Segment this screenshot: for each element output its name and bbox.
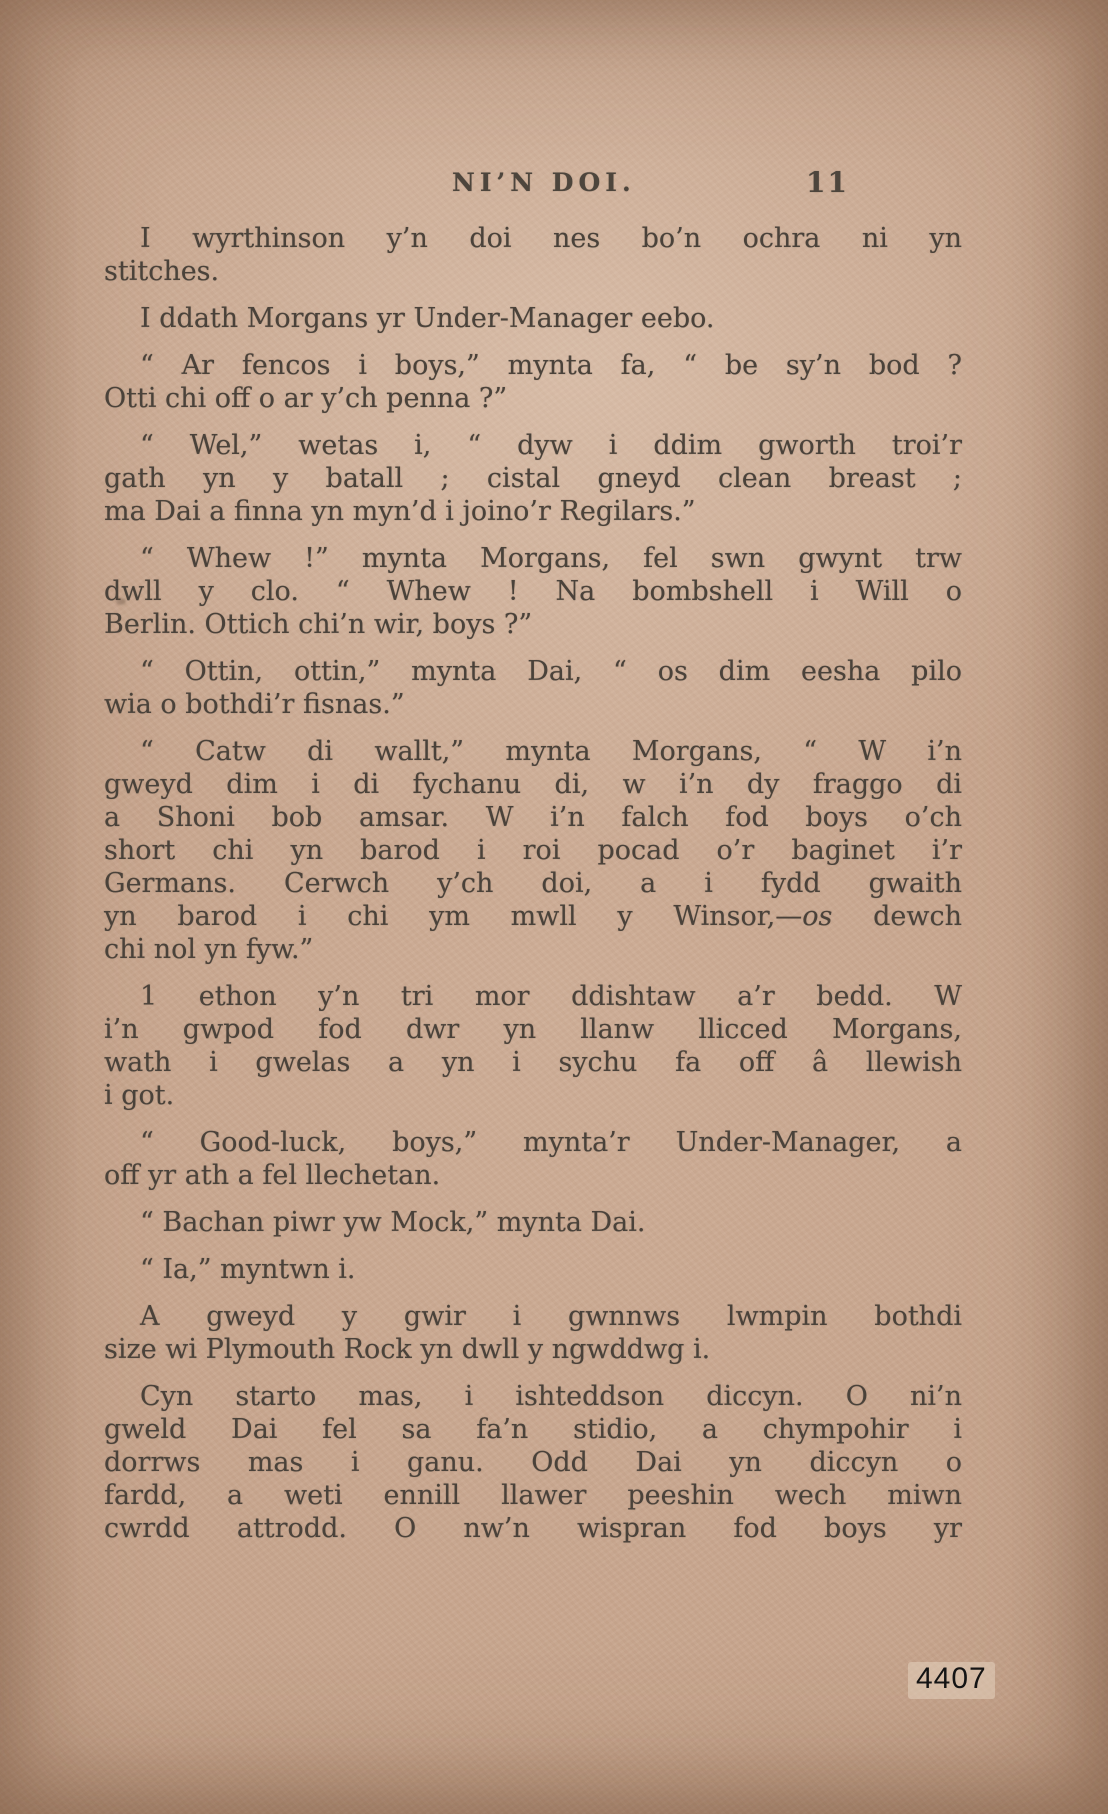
page-text: [104, 222, 962, 1545]
text-line: gweyd dim i di fychanu di, w i’n dy fraggo di: [104, 769, 962, 800]
text-line: short chi yn barod i roi pocad o’r baginet i’r: [104, 835, 962, 866]
paragraph: [104, 655, 962, 721]
text-line: Cyn starto mas, i ishteddson diccyn. O ni’n: [140, 1381, 962, 1412]
text-line: “ Good-luck, boys,” mynta’r Under-Manager, a: [140, 1127, 962, 1158]
paragraph: [104, 1300, 962, 1366]
paragraph: [104, 222, 962, 288]
text-line: “ Ottin, ottin,” mynta Dai, “ os dim eesha pilo: [140, 656, 962, 687]
paragraph: [104, 1206, 962, 1239]
text-line: Germans. Cerwch y’ch doi, a i fydd gwaith: [104, 868, 962, 899]
text-line: “ Ia,” myntwn i.: [140, 1254, 356, 1285]
text-line: A gweyd y gwir i gwnnws lwmpin bothdi: [140, 1301, 962, 1332]
text-line: Otti chi off o ar y’ch penna ?”: [104, 383, 508, 414]
text-line: cwrdd attrodd. O nw’n wispran fod boys yr: [104, 1513, 962, 1544]
paragraph: [104, 302, 962, 335]
text-line: I wyrthinson y’n doi nes bo’n ochra ni yn: [140, 223, 962, 254]
paragraph: [104, 1253, 962, 1286]
paragraph: [104, 429, 962, 528]
paragraph: [104, 1126, 962, 1192]
text-line: fardd, a weti ennill llawer peeshin wech miwn: [104, 1480, 962, 1511]
text-line: “ Wel,” wetas i, “ dyw i ddim gworth troi’r: [140, 430, 962, 461]
text-line: “ Ar fencos i boys,” mynta fa, “ be sy’n bod ?: [140, 350, 962, 381]
running-header: [104, 168, 962, 204]
paragraph: [104, 349, 962, 415]
text-line: 1 ethon y’n tri mor ddishtaw a’r bedd. W: [140, 981, 962, 1012]
text-line: yn barod i chi ym mwll y Winsor,—os dewch: [104, 901, 963, 932]
text-line: a Shoni bob amsar. W i’n falch fod boys o’ch: [104, 802, 962, 833]
text-line: chi nol yn fyw.”: [104, 934, 314, 965]
text-line: dorrws mas i ganu. Odd Dai yn diccyn o: [104, 1447, 962, 1478]
text-line: wia o bothdi’r fisnas.”: [104, 689, 405, 720]
text-line: gweld Dai fel sa fa’n stidio, a chympohir i: [104, 1414, 962, 1445]
text-line: ma Dai a finna yn myn’d i joino’r Regilars.”: [104, 496, 696, 527]
ink-smudge: [116, 598, 126, 605]
text-line: “ Whew !” mynta Morgans, fel swn gwynt trw: [140, 543, 962, 574]
page-number: 11: [806, 166, 849, 199]
catalog-number: 4407: [908, 1662, 995, 1699]
text-line: I ddath Morgans yr Under-Manager eebo.: [140, 303, 715, 334]
text-line: dwll y clo. “ Whew ! Na bombshell i Will o: [104, 576, 962, 607]
paragraph: [104, 542, 962, 641]
text-line: wath i gwelas a yn i sychu fa off â llewish: [104, 1047, 962, 1078]
paragraph: [104, 980, 962, 1112]
running-title: NI’N DOI.: [452, 168, 636, 197]
text-line: off yr ath a fel llechetan.: [104, 1160, 441, 1191]
text-line: Berlin. Ottich chi’n wir, boys ?”: [104, 609, 533, 640]
text-line: i’n gwpod fod dwr yn llanw llicced Morgans,: [104, 1014, 962, 1045]
text-line: stitches.: [104, 256, 220, 287]
text-line: “ Bachan piwr yw Mock,” mynta Dai.: [140, 1207, 646, 1238]
text-line: size wi Plymouth Rock yn dwll y ngwddwg i.: [104, 1334, 711, 1365]
paragraph: [104, 1380, 962, 1545]
text-line: gath yn y batall ; cistal gneyd clean breast ;: [104, 463, 962, 494]
paragraph: [104, 735, 962, 966]
text-line: i got.: [104, 1080, 175, 1111]
text-line: “ Catw di wallt,” mynta Morgans, “ W i’n: [140, 736, 962, 767]
